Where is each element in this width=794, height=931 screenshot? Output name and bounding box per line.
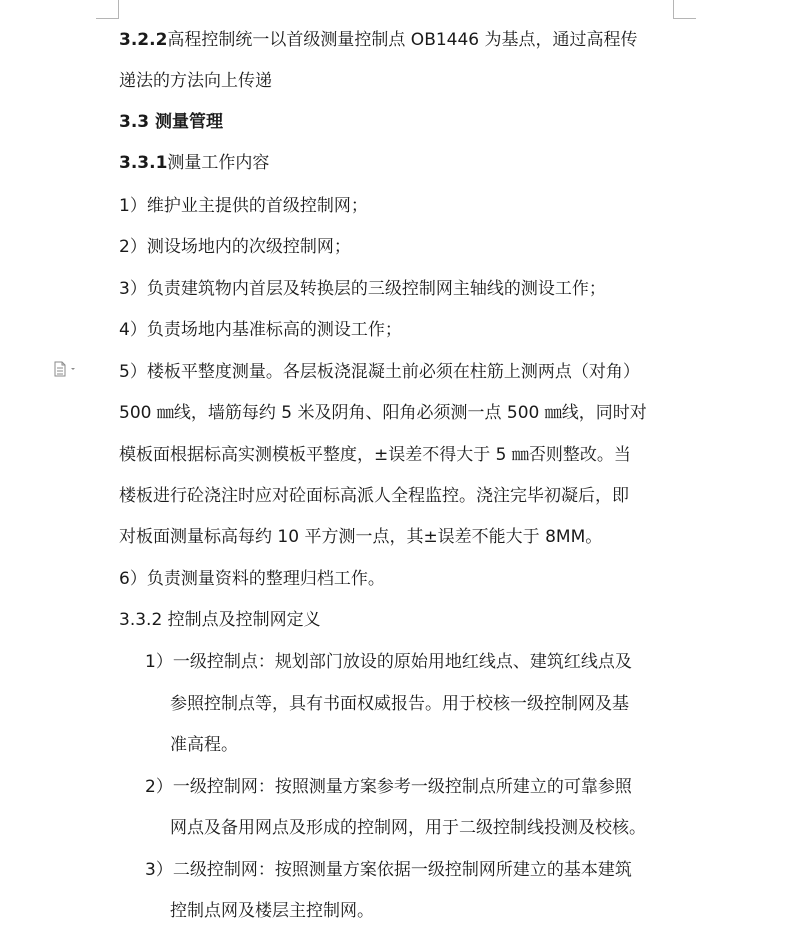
definition-2-line-1: 2）一级控制网：按照测量方案参考一级控制点所建立的可靠参照	[145, 777, 632, 797]
section-number: 3.2.2	[119, 30, 168, 50]
list-item-5-line-3: 模板面根据标高实测模板平整度，±误差不得大于 5 ㎜否则整改。当	[119, 445, 631, 465]
line-text: 高程控制统一以首级测量控制点 OB1446 为基点，通过高程传	[167, 30, 638, 50]
list-item-6: 6）负责测量资料的整理归档工作。	[119, 569, 385, 589]
list-item-5-line-4: 楼板进行砼浇注时应对砼面标高派人全程监控。浇注完毕初凝后，即	[119, 486, 629, 506]
definition-1-line-2: 参照控制点等，具有书面权威报告。用于校核一级控制网及基	[170, 694, 629, 714]
definition-1-line-1: 1）一级控制点：规划部门放设的原始用地红线点、建筑红线点及	[145, 652, 632, 672]
list-item-3: 3）负责建筑物内首层及转换层的三级控制网主轴线的测设工作；	[119, 279, 606, 299]
list-item-1: 1）维护业主提供的首级控制网；	[119, 196, 368, 216]
section-3-2-2-line-2: 递法的方法向上传递	[119, 71, 272, 91]
list-item-4: 4）负责场地内基准标高的测设工作；	[119, 320, 402, 340]
list-item-5-line-1: 5）楼板平整度测量。各层板浇混凝土前必须在柱筋上测两点（对角）	[119, 362, 640, 382]
list-item-5-line-2: 500 ㎜线，墙筋每约 5 米及阴角、阳角必须测一点 500 ㎜线，同时对	[119, 403, 647, 423]
paragraph-options-icon[interactable]	[53, 361, 79, 377]
section-3-3-2-title: 3.3.2 控制点及控制网定义	[119, 610, 321, 630]
definition-2-line-2: 网点及备用网点及形成的控制网，用于二级控制线投测及校核。	[170, 818, 646, 838]
line-text: 测量工作内容	[167, 153, 270, 173]
section-3-3-1-title	[119, 151, 269, 175]
section-number: 3.3.1	[119, 153, 168, 173]
definition-3-line-2: 控制点网及楼层主控制网。	[170, 901, 374, 921]
definition-3-line-1: 3）二级控制网：按照测量方案依据一级控制网所建立的基本建筑	[145, 860, 632, 880]
page-corner-top-left	[96, 0, 119, 19]
section-heading-3-3: 3.3 测量管理	[119, 112, 224, 132]
list-item-2: 2）测设场地内的次级控制网；	[119, 237, 351, 257]
section-3-2-2-line-1	[119, 28, 638, 52]
list-item-5-line-5: 对板面测量标高每约 10 平方测一点，其±误差不能大于 8MM。	[119, 527, 603, 547]
definition-1-line-3: 准高程。	[170, 735, 238, 755]
page-corner-top-right	[673, 0, 696, 19]
